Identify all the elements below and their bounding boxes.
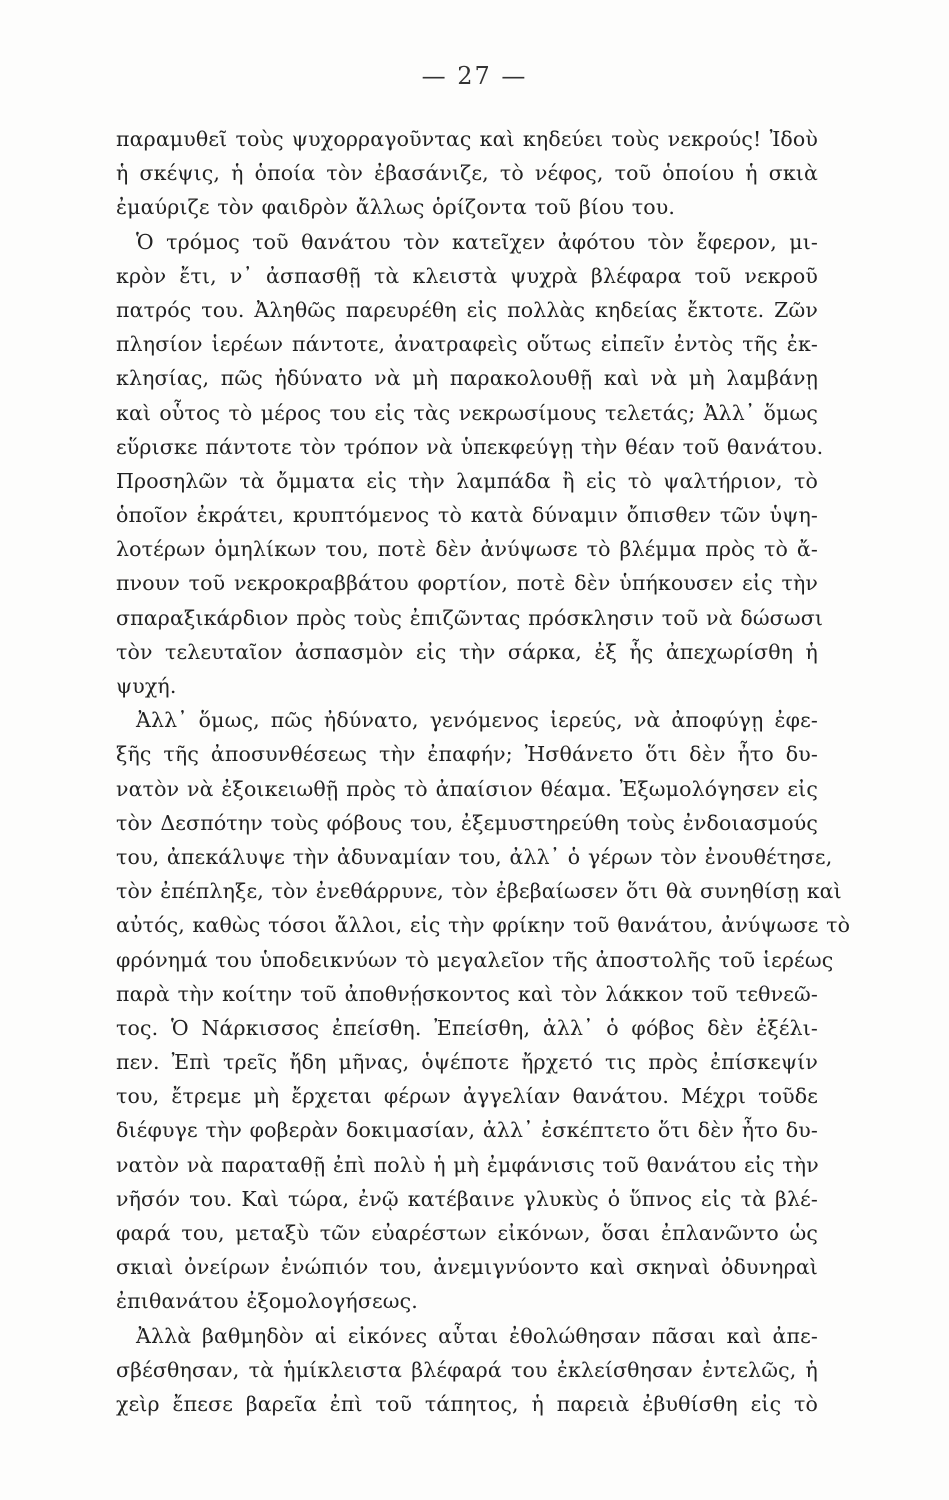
text-line: ἐμαύριζε τὸν φαιδρὸν ἄλλως ὁρίζοντα τοῦ βίου του.: [116, 195, 676, 220]
text-line: ψυχή.: [116, 674, 177, 698]
text-line: τὸν τελευταῖον ἀσπασμὸν εἰς τὴν σάρκα, ἐξ ἧς ἀπεχωρίσθη ἡ: [116, 639, 818, 664]
text-line: Ἀλλὰ βαθμηδὸν αἱ εἰκόνες αὗται ἐθολώθησαν πᾶσαι καὶ ἀπε-: [136, 1323, 818, 1348]
page-number: — 27 —: [421, 62, 528, 90]
text-line: σκιαὶ ὀνείρων ἐνώπιόν του, ἀνεμιγνύοντο καὶ σκηναὶ ὀδυνηραὶ: [116, 1255, 818, 1280]
text-line: νατὸν νὰ παραταθῇ ἐπὶ πολὺ ἡ μὴ ἐμφάνισις τοῦ θανάτου εἰς τὴν: [116, 1152, 819, 1177]
text-line: ἡ σκέψις, ἡ ὁποία τὸν ἐβασάνιζε, τὸ νέφος, τοῦ ὁποίου ἡ σκιὰ: [116, 161, 818, 186]
text-line: πνουν τοῦ νεκροκραββάτου φορτίον, ποτὲ δὲν ὑπήκουσεν εἰς τὴν: [116, 571, 818, 596]
text-line: ξῆς τῆς ἀποσυνθέσεως τὴν ἐπαφήν; Ἠσθάνετο ὅτι δὲν ἦτο δυ-: [116, 742, 818, 767]
text-line: τος. Ὁ Νάρκισσος ἐπείσθη. Ἐπείσθη, ἀλλ᾿ ὁ φόβος δὲν ἐξέλι-: [116, 1015, 818, 1040]
text-line: τὸν ἐπέπληξε, τὸν ἐνεθάρρυνε, τὸν ἐβεβαίωσεν ὅτι θὰ συνηθίσῃ καὶ: [116, 879, 842, 904]
text-line: λοτέρων ὁμηλίκων του, ποτὲ δὲν ἀνύψωσε τὸ βλέμμα πρὸς τὸ ἄ-: [116, 537, 818, 562]
text-line: Ἀλλ᾿ ὅμως, πῶς ἠδύνατο, γενόμενος ἱερεύς, νὰ ἀποφύγῃ ἐφε-: [136, 708, 818, 733]
text-line: εὕρισκε πάντοτε τὸν τρόπον νὰ ὑπεκφεύγῃ τὴν θέαν τοῦ θανάτου.: [116, 434, 824, 459]
text-line: ἐπιθανάτου ἐξομολογήσεως.: [116, 1289, 418, 1314]
text-line: του, ἔτρεμε μὴ ἔρχεται φέρων ἀγγελίαν θανάτου. Μέχρι τοῦδε: [116, 1084, 818, 1109]
text-line: σπαραξικάρδιον πρὸς τοὺς ἐπιζῶντας πρόσκλησιν τοῦ νὰ δώσωσι: [116, 605, 824, 630]
text-line: νῆσόν του. Καὶ τώρα, ἐνῷ κατέβαινε γλυκὺς ὁ ὕπνος εἰς τὰ βλέ-: [116, 1186, 818, 1211]
body-text: [116, 122, 851, 1421]
text-line: του, ἀπεκάλυψε τὴν ἀδυναμίαν του, ἀλλ᾿ ὁ γέρων τὸν ἐνουθέτησε,: [116, 844, 833, 869]
text-line: Ὁ τρόμος τοῦ θανάτου τὸν κατεῖχεν ἀφότου τὸν ἔφερον, μι-: [136, 229, 818, 254]
text-line: τὸν Δεσπότην τοὺς φόβους του, ἐξεμυστηρεύθη τοὺς ἐνδοιασμούς: [116, 810, 818, 835]
text-line: καὶ οὗτος τὸ μέρος του εἰς τὰς νεκρωσίμους τελετάς; Ἀλλ᾿ ὅμως: [116, 400, 818, 425]
text-line: πατρός του. Ἀληθῶς παρευρέθη εἰς πολλὰς κηδείας ἔκτοτε. Ζῶν: [116, 297, 818, 322]
text-line: κλησίας, πῶς ἠδύνατο νὰ μὴ παρακολουθῇ καὶ νὰ μὴ λαμβάνῃ: [116, 366, 818, 391]
text-line: χεὶρ ἔπεσε βαρεῖα ἐπὶ τοῦ τάπητος, ἡ παρειὰ ἐβυθίσθη εἰς τὸ: [116, 1391, 818, 1416]
text-line: ὁποῖον ἐκράτει, κρυπτόμενος τὸ κατὰ δύναμιν ὄπισθεν τῶν ὑψη-: [116, 503, 818, 528]
text-line: νατὸν νὰ ἐξοικειωθῇ πρὸς τὸ ἀπαίσιον θέαμα. Ἐξωμολόγησεν εἰς: [116, 776, 818, 801]
text-line: παραμυθεῖ τοὺς ψυχορραγοῦντας καὶ κηδεύει τοὺς νεκρούς! Ἰδοὺ: [116, 127, 818, 151]
text-line: παρὰ τὴν κοίτην τοῦ ἀποθνῄσκοντος καὶ τὸν λάκκον τοῦ τεθνεῶ-: [116, 981, 818, 1006]
text-line: σβέσθησαν, τὰ ἡμίκλειστα βλέφαρά του ἐκλείσθησαν ἐντελῶς, ἡ: [116, 1357, 818, 1382]
text-line: πλησίον ἱερέων πάντοτε, ἀνατραφεὶς οὕτως εἰπεῖν ἐντὸς τῆς ἐκ-: [116, 332, 818, 357]
text-line: φρόνημά του ὑποδεικνύων τὸ μεγαλεῖον τῆς ἀποστολῆς τοῦ ἱερέως: [116, 947, 834, 972]
text-line: Προσηλῶν τὰ ὄμματα εἰς τὴν λαμπάδα ἢ εἰς τὸ ψαλτήριον, τὸ: [116, 468, 818, 493]
text-line: πεν. Ἐπὶ τρεῖς ἤδη μῆνας, ὁψέποτε ἤρχετό τις πρὸς ἐπίσκεψίν: [116, 1050, 818, 1075]
text-line: κρὸν ἔτι, ν᾿ ἀσπασθῇ τὰ κλειστὰ ψυχρὰ βλέφαρα τοῦ νεκροῦ: [116, 263, 818, 288]
text-line: αὐτός, καθὼς τόσοι ἄλλοι, εἰς τὴν φρίκην τοῦ θανάτου, ἀνύψωσε τὸ: [116, 913, 851, 938]
text-line: φαρά του, μεταξὺ τῶν εὐαρέστων εἰκόνων, ὅσαι ἐπλανῶντο ὡς: [116, 1221, 818, 1245]
text-line: διέφυγε τὴν φοβερὰν δοκιμασίαν, ἀλλ᾿ ἐσκέπτετο ὅτι δὲν ἦτο δυ-: [116, 1118, 818, 1143]
